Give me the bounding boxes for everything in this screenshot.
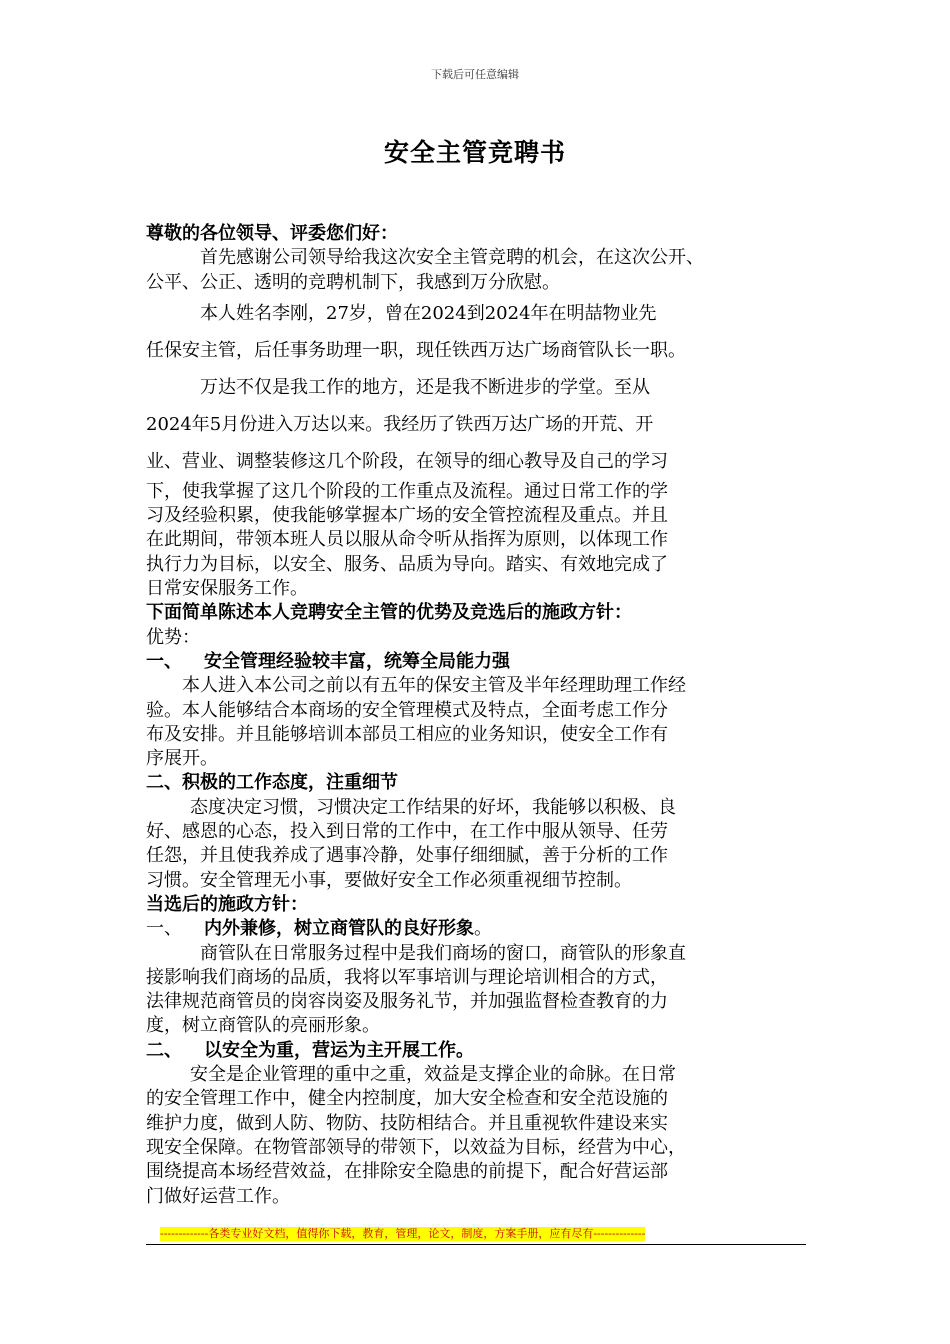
heading-punctuation: 。 [474, 918, 492, 940]
paragraph-line: 在此期间，带领本班人员以服从命令听从指挥为原则，以体现工作 [146, 529, 668, 551]
paragraph-line: 商管队在日常服务过程中是我们商场的窗口，商管队的形象直 [200, 942, 686, 964]
paragraph-line: 的安全管理工作中，健全内控制度，加大安全检查和安全范设施的 [146, 1088, 668, 1110]
paragraph-line: 万达不仅是我工作的地方，还是我不断进步的学堂。至从 [200, 376, 650, 398]
paragraph-line: 好、感恩的心态，投入到日常的工作中，在工作中服从领导、任劳 [146, 821, 668, 843]
paragraph-line: 任保安主管，后任事务助理一职，现任铁西万达广场商管队长一职。 [146, 339, 686, 361]
paragraph-line: 围绕提高本场经营效益，在排除安全隐患的前提下，配合好营运部 [146, 1161, 668, 1183]
paragraph-line: 态度决定习惯，习惯决定工作结果的好坏，我能够以积极、良 [190, 796, 676, 818]
paragraph-line: 维护力度，做到人防、物防、技防相结合。并且重视软件建设来实 [146, 1112, 668, 1134]
heading-text: 内外兼修，树立商管队的良好形象 [204, 918, 474, 940]
footer-banner: -------------各类专业好文档，值得你下载，教育，管理，论文，制度，方案手册，应有尽有-------------- [160, 1227, 646, 1240]
subheading-advantages: 优势： [146, 626, 200, 648]
header-note: 下载后可任意编辑 [431, 68, 519, 81]
salutation: 尊敬的各位领导、评委您们好： [146, 223, 398, 244]
paragraph-line: 布及安排。并且能够培训本部员工相应的业务知识，使安全工作有 [146, 723, 668, 745]
paragraph-line: 业、营业、调整装修这几个阶段，在领导的细心教导及自己的学习 [146, 450, 668, 472]
paragraph-line: 门做好运营工作。 [146, 1185, 290, 1207]
section-heading: 下面简单陈述本人竞聘安全主管的优势及竞选后的施政方针： [146, 602, 632, 624]
paragraph-line: 序展开。 [146, 748, 218, 770]
heading-text: 安全管理经验较丰富，统筹全局能力强 [204, 650, 510, 672]
heading-number: 一、 [146, 650, 182, 672]
paragraph-line: 习及经验积累，使我能够掌握本广场的安全管控流程及重点。并且 [146, 505, 668, 527]
section-heading: 当选后的施政方针： [146, 893, 308, 915]
numbered-heading [146, 650, 816, 674]
paragraph-line: 2024年5月份进入万达以来。我经历了铁西万达广场的开荒、开 [146, 413, 654, 435]
paragraph-line: 本人姓名李刚，27岁，曾在2024到2024年在明喆物业先 [200, 302, 657, 324]
paragraph-line: 日常安保服务工作。 [146, 578, 308, 600]
numbered-heading [146, 917, 816, 941]
paragraph-line: 公平、公正、透明的竞聘机制下，我感到万分欣慰。 [146, 271, 560, 293]
paragraph-line: 首先感谢公司领导给我这次安全主管竞聘的机会，在这次公开、 [200, 247, 704, 269]
paragraph-line: 任怨，并且使我养成了遇事冷静，处事仔细细腻，善于分析的工作 [146, 845, 668, 867]
heading-number: 二、 [146, 772, 182, 794]
paragraph-line: 现安全保障。在物管部领导的带领下，以效益为目标，经营为中心， [146, 1136, 686, 1158]
paragraph-line: 习惯。安全管理无小事，要做好安全工作必须重视细节控制。 [146, 869, 632, 891]
paragraph-line: 本人进入本公司之前以有五年的保安主管及半年经理助理工作经 [182, 675, 686, 697]
heading-text: 积极的工作态度，注重细节 [182, 772, 398, 794]
footer-divider [146, 1244, 806, 1245]
document-body [146, 222, 816, 1209]
heading-number: 一、 [146, 918, 182, 940]
paragraph-line: 法律规范商管员的岗容岗姿及服务礼节，并加强监督检查教育的力 [146, 991, 668, 1013]
paragraph-line: 执行力为目标，以安全、服务、品质为导向。踏实、有效地完成了 [146, 553, 668, 575]
paragraph-line: 接影响我们商场的品质，我将以军事培训与理论培训相合的方式， [146, 966, 668, 988]
paragraph-line: 验。本人能够结合本商场的安全管理模式及特点，全面考虑工作分 [146, 699, 668, 721]
paragraph-line: 安全是企业管理的重中之重，效益是支撑企业的命脉。在日常 [190, 1064, 676, 1086]
paragraph-line: 度，树立商管队的亮丽形象。 [146, 1015, 380, 1037]
paragraph-line: 下，使我掌握了这几个阶段的工作重点及流程。通过日常工作的学 [146, 480, 668, 502]
heading-text: 以安全为重，营运为主开展工作。 [204, 1039, 474, 1061]
numbered-heading [146, 771, 816, 795]
heading-number: 二、 [146, 1039, 182, 1061]
numbered-heading [146, 1039, 816, 1063]
document-title: 安全主管竞聘书 [383, 138, 566, 167]
